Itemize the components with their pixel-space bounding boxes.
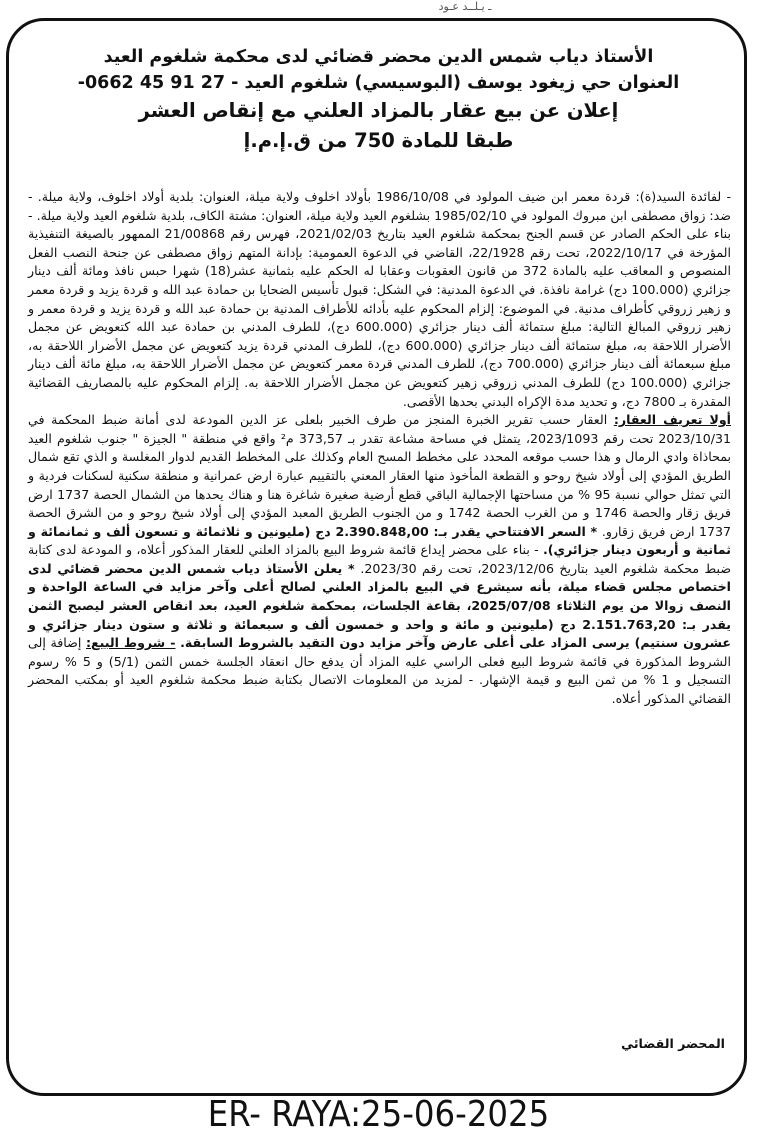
- notice-subtitle: طبقا للمادة 750 من ق.إ.م.إ: [243, 129, 514, 152]
- bailiff-address: العنوان حي زيغود يوسف (البوسيسي) شلغوم العيد - 27 91 45 0662-: [77, 73, 680, 93]
- signature: المحضر القضائي: [621, 1036, 725, 1051]
- notice-header: [26, 44, 731, 156]
- notice-title: إعلان عن بيع عقار بالمزاد العلني مع إنقاص العشر: [138, 99, 619, 122]
- notice-body: [28, 188, 731, 709]
- property-label: أولا تعريف العقار:: [613, 412, 731, 428]
- paragraph-property: [28, 411, 731, 709]
- sale-conditions-text: إضافة إلى الشروط المذكورة في قائمة شروط البيع فعلى الراسي عليه المزاد أن يدفع حال انعقاد الجلسة خمس الثمن (5/1) و 5 % رسوم التسجيل و 1 % من ثمن البيع و قيمة الإشهار. - لمزيد من المعلومات الاتصال بكتابة ضبط محكمة شلغوم العيد أو بمكتب المحضر القضائي المذكور أعلاه.: [28, 635, 731, 707]
- paragraph-judgment: - لفائدة السيد(ة): قردة معمر ابن ضيف المولود في 1986/10/08 بأولاد اخلوف ولاية ميلة، العنوان: بلدية أولاد اخلوف، ولاية ميلة. - ضد: زواق مصطفى ابن مبروك المولود في 1985/02/10 بشلغوم العيد ولاية ميلة، العنوان: مشتة الكاف، بلدية شلغوم العيد ولاية ميلة. - بناء على الحكم الصادر عن قسم الجنح بمحكمة شلغوم العيد بتاريخ 2021/02/03، فهرس رقم 21/00868 الممهور بالصيغة التنفيذية المؤرخة في 2022/10/17، تحت رقم 22/1928، القاضي في الدعوة العمومية: بإدانة المتهم زواق مصطفى عن جنحة النصب الفعل المنصوص و المعاقب عليه بالمادة 372 من قانون العقوبات وعقابا له الحكم عليه بثمانية عشر(18) شهرا حبس نافذ ومائة ألف دينار جزائري (100.000 دج) غرامة نافذة. في الدعوة المدنية: في الشكل: قبول تأسيس الضحايا بن حمادة عبد الله و قردة يزيد و قردة معمر و زهير زروقي كأطراف مدنية. في الموضوع: إلزام المحكوم عليه بأدائه للأطراف المدنية بن حمادة عبد الله و قردة يزيد و قردة معمر و زهير زروقي المبالغ التالية: مبلغ ستمائة ألف دينار جزائري (600.000 دج)، للطرف المدني بن حمادة عبد الله كتعويض عن مجمل الأضرار اللاحقة به، مبلغ ستمائة ألف دينار جزائري (600.000 دج)، للطرف المدني قردة يزيد كتعويض عن مجمل الأضرار اللاحقة به، مبلغ سبعمائة ألف دينار جزائري (700.000 دج)، للطرف المدني قردة معمر كتعويض عن مجمل الأضرار اللاحقة به، مبلغ مائة ألف دينار جزائري (100.000 دج) للطرف المدني زروقي زهير كتعويض عن مجمل الأضرار اللاحقة به. إلزام المحكوم عليه بالمصاريف القضائية المقدرة بـ 7800 دج، و تحديد مدة الإكراه البدني بحدها الأقصى.: [28, 189, 731, 409]
- property-text: العقار حسب تقرير الخبرة المنجز من طرف الخبير بلعلى عز الدين المودعة لدى أمانة ضبط المحكمة في 2023/10/31 تحت رقم 2023/1093، يتمثل في مساحة مشاعة تقدر بـ 373,57 م² واقع في منطقة " الجيزة " جنوب شلغوم العيد بمحاذاة وادي الرمال و هذا حسب موقعه المحدد على مخطط المسح العام وكذلك على المخطط القديم لدوار المغلسة و الذي تقع شمال الطريق المؤدي إلى أولاد شيخ روحو و القطعة المأخوذ منها العقار المعني بالتقييم عبارة ارض عمرانية و منطقة سكنية لسكنات فردية و التي تمثل حوالي نسبة 95 % من مساحتها الإجمالية الباقي قطع أرضية صغيرة شاغرة هنا و هناك يحدها من الشمال الحصة 1737 ارض فريق زقار والحصة 1746 و من الغرب الحصة 1742 و من الجنوب الطريق المعبد المؤدي إلى أولاد شيخ روحو و من الشرق الحصة 1737 ارض فريق زقارو.: [28, 412, 732, 539]
- opening-price: * السعر الافتتاحي يقدر بـ: 2.390.848,00 دج (مليونين و ثلاثمائة و تسعون ألف و ثمانمائة و ثمانية و أربعون دينار جزائري).: [28, 523, 731, 558]
- publication-footer: ER- RAYA:25-06-2025: [207, 1094, 550, 1135]
- auction-announcement: * يعلن الأستاذ دياب شمس الدين محضر قضائي لدى اختصاص مجلس قضاء ميلة، بأنه سيشرع في البيع بالمزاد العلني لصالح أعلى وآخر مزايد في الساعة الواحدة و النصف زوالا من يوم الثلاثاء 2025/07/08، بقاعة الجلسات، بمحكمة شلغوم العيد، بعد انقاص العشر ليصبح الثمن يقدر بـ: 2.151.763,20 دج (مليونين و مائة و واحد و خمسون ألف و سبعمائة و ثلاثة و ستون دينار جزائري و عشرون سنتيم) يرسى المزاد على أعلى عارض وآخر مزايد دون التقيد بالشروط السابقة.: [28, 560, 731, 651]
- top-scrap-text: ـ يـلــد عـود: [438, 0, 492, 13]
- conditions-deposit: - بناء على محضر إيداع قائمة شروط البيع بالمزاد العلني للعقار المذكور أعلاه، و المودعة لدى كتابة ضبط محكمة شلغوم العيد بتاريخ 2023/12/06، تحت رقم 2023/30.: [28, 542, 732, 576]
- bailiff-name: الأستاذ دياب شمس الدين محضر قضائي لدى محكمة شلغوم العيد: [103, 47, 654, 67]
- sale-conditions-label: - شروط البيع:: [86, 635, 176, 651]
